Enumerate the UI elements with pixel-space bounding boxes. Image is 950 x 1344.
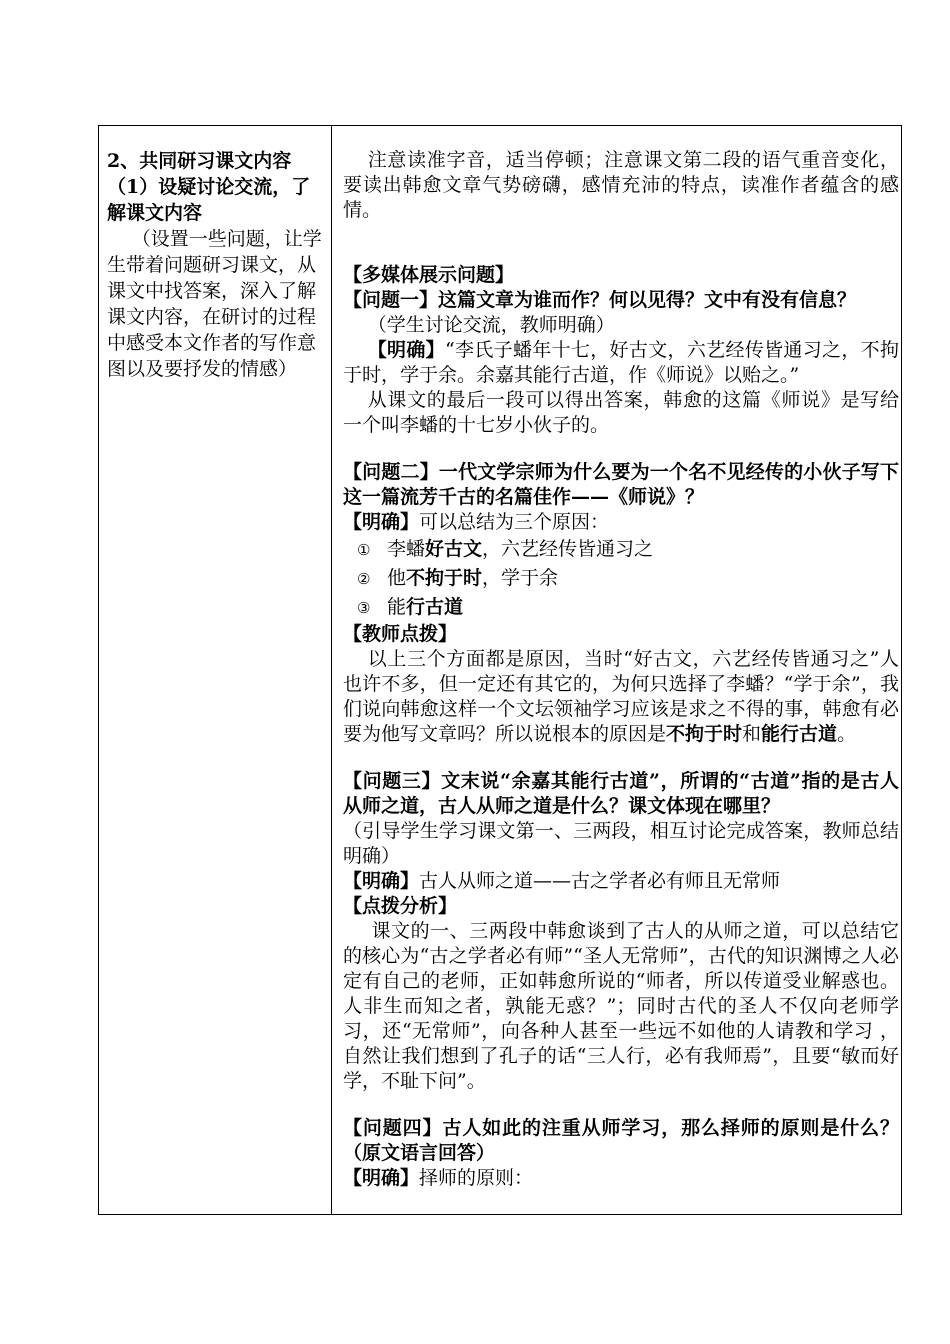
question-three: 【问题三】文末说“余嘉其能行古道”，所谓的“古道”指的是古人从师之道，古人从师之道是什么？课文体现在哪里？ bbox=[343, 770, 899, 817]
question-one-explain: 从课文的最后一段可以得出答案，韩愈的这篇《师说》是写给一个叫李蟠的十七岁小伙子的。 bbox=[343, 389, 899, 436]
section-note: （设置一些问题，让学生带着问题研习课文，从课文中找答案，深入了解课文内容，在研讨的过程中感受本文作者的写作意图以及要抒发的情感） bbox=[107, 228, 322, 380]
answer-text: “李氏子蟠年十七，好古文，六艺经传皆通习之，不拘于时，学于余。余嘉其能行古道，作《师说》以贻之。” bbox=[343, 339, 899, 386]
analysis-label: 【点拨分析】 bbox=[343, 895, 458, 917]
reason-key: 不拘于时 bbox=[406, 567, 483, 589]
reason-key: 好古文 bbox=[425, 538, 483, 560]
teacher-text-body: 以上三个方面都是原因，当时“好古文，六艺经传皆通习之”人也许不多，但一定还有其它的，为何只选择了李蟠？“学于余”，我们说向韩愈这样一个文坛领袖学习应该是求之不得的事，韩愈有必要为他写文章吗？所以说根本的原因是 bbox=[343, 648, 899, 745]
lesson-table bbox=[98, 125, 902, 1215]
answer-label: 【明确】 bbox=[343, 1167, 420, 1189]
reason-number: ③ bbox=[357, 599, 371, 617]
reason-pre: 李蟠 bbox=[387, 538, 426, 560]
question-three-note: （引导学生学习课文第一、三两段，相互讨论完成答案，教师总结明确） bbox=[343, 820, 899, 867]
teacher-and: 和 bbox=[742, 723, 762, 745]
reason-item bbox=[343, 593, 899, 622]
right-column bbox=[343, 148, 899, 1191]
reason-key: 行古道 bbox=[406, 596, 464, 618]
question-three-answer bbox=[343, 869, 899, 894]
answer-text: 可以总结为三个原因： bbox=[419, 511, 610, 533]
answer-text: 择师的原则： bbox=[419, 1167, 534, 1189]
question-one-answer bbox=[343, 338, 899, 388]
question-four: 【问题四】古人如此的注重从师学习，那么择师的原则是什么？（原文语言回答） bbox=[343, 1117, 899, 1164]
analysis-text: 课文的一、三两段中韩愈谈到了古人的从师之道，可以总结它的核心为“古之学者必有师”“圣人无常师”，古代的知识渊博之人必定有自己的老师，正如韩愈所说的“师者，所以传道受业解惑也。人非生而知之者，孰能无惑？”；同时古代的圣人不仅向老师学习，还“无常师”，向各种人甚至一些远不如他的人请教和学习 ，自然让我们想到了孔子的话“三人行，必有我师焉”，且要“敏而好学，不耻下问”。 bbox=[343, 920, 899, 1092]
answer-label: 【明确】 bbox=[367, 339, 445, 361]
reason-post: ，学于余 bbox=[482, 567, 559, 589]
teacher-key-one: 不拘于时 bbox=[666, 723, 743, 745]
answer-label: 【明确】 bbox=[343, 511, 420, 533]
reason-item bbox=[343, 564, 899, 593]
left-column bbox=[107, 148, 325, 382]
column-divider bbox=[331, 126, 332, 1214]
reason-number: ① bbox=[357, 541, 371, 559]
answer-text: 古人从师之道——古之学者必有师且无常师 bbox=[419, 870, 781, 892]
question-one: 【问题一】这篇文章为谁而作？何以见得？文中有没有信息？ bbox=[343, 289, 857, 311]
teacher-text bbox=[343, 647, 899, 747]
question-one-note: （学生讨论交流，教师明确） bbox=[367, 314, 615, 336]
reason-post: ，六艺经传皆通习之 bbox=[482, 538, 654, 560]
answer-label: 【明确】 bbox=[343, 870, 420, 892]
teacher-key-two: 能行古道 bbox=[761, 723, 838, 745]
section-subtitle: （1）设疑讨论交流，了解课文内容 bbox=[107, 176, 311, 224]
question-two-answer bbox=[343, 510, 899, 535]
reason-pre: 他 bbox=[387, 567, 407, 589]
intro-text: 注意读准字音，适当停顿；注意课文第二段的语气重音变化，要读出韩愈文章气势磅礴，感情充沛的特点，读准作者蕴含的感情。 bbox=[343, 149, 899, 221]
teacher-label: 【教师点拨】 bbox=[343, 623, 458, 645]
reason-number: ② bbox=[357, 570, 371, 588]
reason-item bbox=[343, 535, 899, 564]
section-title: 2、共同研习课文内容 bbox=[107, 150, 292, 172]
media-heading: 【多媒体展示问题】 bbox=[343, 264, 515, 286]
question-four-answer bbox=[343, 1166, 899, 1191]
teacher-end: 。 bbox=[837, 723, 857, 745]
question-two: 【问题二】一代文学宗师为什么要为一个名不见经传的小伙子写下这一篇流芳千古的名篇佳作——《师说》？ bbox=[343, 461, 899, 508]
reason-pre: 能 bbox=[387, 596, 407, 618]
